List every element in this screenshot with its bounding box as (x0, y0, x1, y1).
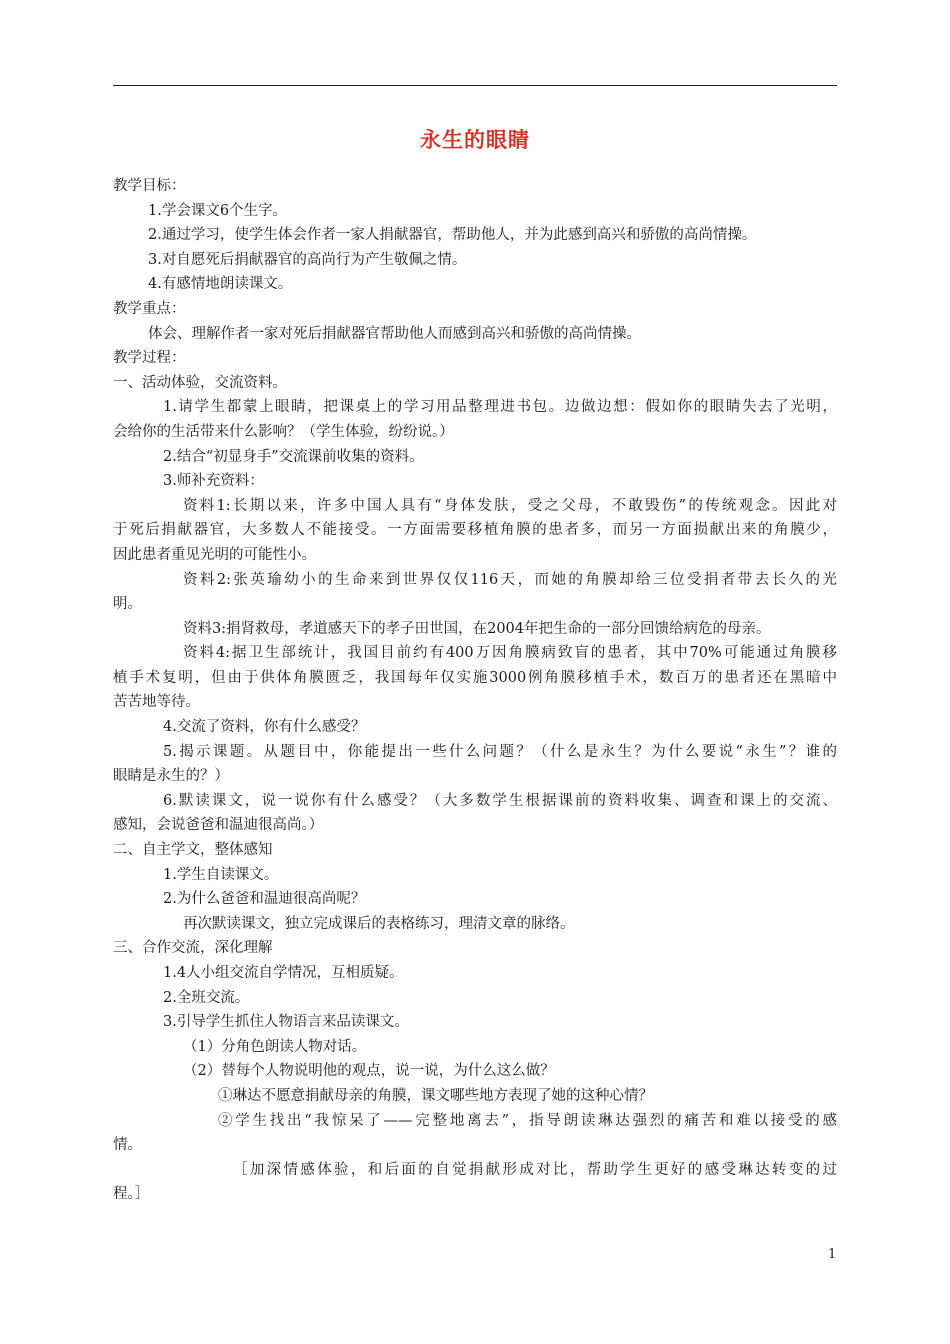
text-line: 会给你的生活带来什么影响？（学生体验，纷纷说。） (113, 423, 454, 440)
text-line: 2.全班交流。 (163, 989, 250, 1006)
text-line: 3.师补充资料： (163, 473, 264, 490)
text-line: 2.结合“初显身手”交流课前收集的资料。 (163, 448, 424, 465)
text-line: 1.学生自读课文。 (163, 866, 279, 883)
text-line: 1.4人小组交流自学情况，互相质疑。 (163, 965, 404, 981)
text-line: 情。 (113, 1137, 142, 1154)
text-line: 1.学会课文6个生字。 (148, 202, 288, 219)
text-line: 明。 (113, 596, 142, 613)
text-line: ②学生找出“我惊呆了——完整地离去”，指导朗读琳达强烈的痛苦和难以接受的感 (218, 1112, 837, 1129)
text-line: 资料1:长期以来，许多中国人具有“身体发肤，受之父母，不敢毁伤”的传统观念。因此对 (183, 497, 837, 514)
text-line: 4.交流了资料，你有什么感受？ (163, 719, 366, 736)
text-line: 2.为什么爸爸和温迪很高尚呢？ (163, 891, 366, 908)
text-line: 体会、理解作者一家对死后捐献器官帮助他人而感到高兴和骄傲的高尚情操。 (148, 325, 641, 342)
text-line: ①琳达不愿意捐献母亲的角膜，课文哪些地方表现了她的这种心情？ (218, 1087, 653, 1104)
text-line: 3.对自愿死后捐献器官的高尚行为产生敬佩之情。 (148, 251, 467, 268)
text-line: 一、活动体验，交流资料。 (113, 374, 287, 391)
text-line: 苦苦地等待。 (113, 694, 200, 711)
text-line: 教学重点： (113, 300, 186, 317)
text-line: 眼睛是永生的？） (113, 768, 229, 785)
text-line: 教学目标： (113, 178, 186, 194)
text-line: 感知，会说爸爸和温迪很高尚。） (113, 817, 324, 834)
text-line: （2）替每个人物说明他的观点，说一说，为什么这么做？ (183, 1063, 555, 1080)
text-line: 6.默读课文，说一说你有什么感受？（大多数学生根据课前的资料收集、调查和课上的交流、 (163, 792, 837, 809)
header-rule (113, 85, 837, 86)
text-line: 因此患者重见光明的可能性小。 (113, 546, 316, 563)
text-line: 程。］ (113, 1186, 150, 1203)
text-line: （1）分角色朗读人物对话。 (183, 1038, 367, 1055)
page-number: 1 (828, 1247, 837, 1262)
text-line: 1.请学生都蒙上眼睛，把课桌上的学习用品整理进书包。边做边想：假如你的眼睛失去了光明， (163, 399, 837, 416)
text-line: 教学过程： (113, 350, 186, 367)
text-line: 再次默读课文，独立完成课后的表格练习，理清文章的脉络。 (183, 915, 575, 932)
document-title: 永生的眼睛 (420, 128, 530, 152)
document-body (113, 174, 837, 1207)
text-line: 三、合作交流，深化理解 (113, 940, 273, 957)
text-line: 2.通过学习，使学生体会作者一家人捐献器官，帮助他人，并为此感到高兴和骄傲的高尚情操。 (148, 227, 757, 244)
text-line: 资料2:张英瑜幼小的生命来到世界仅仅116天，而她的角膜却给三位受捐者带去长久的光 (183, 571, 837, 588)
text-line: 资料3:捐肾救母，孝道感天下的孝子田世国，在2004年把生命的一部分回馈给病危的母亲。 (183, 620, 771, 637)
text-line: 5.揭示课题。从题目中，你能提出一些什么问题？（什么是永生？为什么要说“永生”？谁的 (163, 743, 837, 760)
text-line: 植手术复明，但由于供体角膜匮乏，我国每年仅实施3000例角膜移植手术，数百万的患者还在黑暗中 (113, 669, 837, 686)
text-line: 资料4:据卫生部统计，我国目前约有400万因角膜病致盲的患者，其中70%可能通过角膜移 (183, 645, 837, 662)
text-line: 二、自主学文，整体感知 (113, 842, 273, 859)
text-line: ［加深情感体验，和后面的自觉捐献形成对比，帮助学生更好的感受琳达转变的过 (233, 1161, 837, 1178)
text-line: 于死后捐献器官，大多数人不能接受。一方面需要移植角膜的患者多，而另一方面损献出来的角膜少， (113, 522, 837, 539)
text-line: 3.引导学生抓住人物语言来品读课文。 (163, 1014, 409, 1031)
text-line: 4.有感情地朗读课文。 (148, 276, 293, 293)
